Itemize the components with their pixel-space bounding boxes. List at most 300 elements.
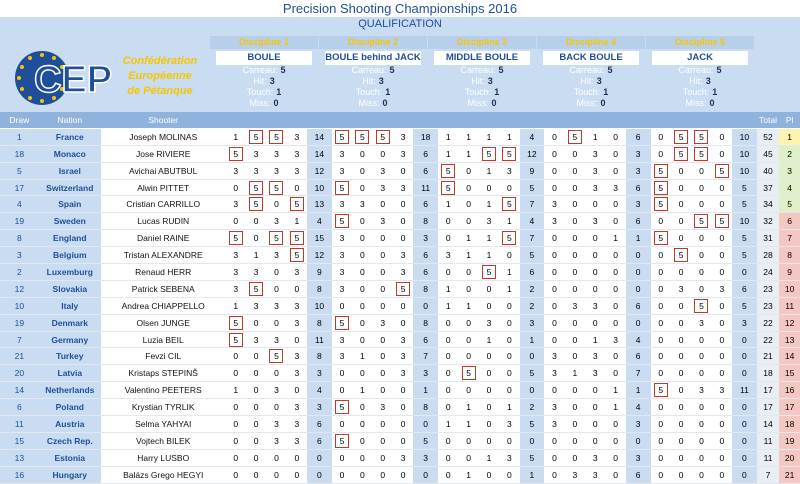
discipline-sum-cell: 11 [413,179,438,196]
carreau-mark: 5 [441,164,455,178]
score-cell: 0 [544,466,564,483]
points-label: Carreau: [569,65,605,75]
total-cell: 18 [757,365,780,382]
nation-cell: Estonia [39,449,101,466]
score-cell: 0 [691,247,711,264]
score-cell: 0 [479,432,499,449]
discipline-sum-cell: 3 [307,365,332,382]
carreau-mark: 5 [654,383,668,397]
score-cell: 0 [565,264,585,281]
carreau-mark: 5 [355,130,369,144]
carreau-mark: 5 [269,349,283,363]
score-cell [671,128,691,145]
score-cell: 0 [332,365,352,382]
carreau-mark: 5 [269,130,283,144]
score-cell: 0 [332,382,352,399]
discipline-sum-cell: 5 [520,449,545,466]
discipline-header [0,32,800,113]
score-cell: 0 [373,382,393,399]
score-cell: 0 [691,365,711,382]
discipline-sum-cell: 3 [626,416,651,433]
score-cell [266,128,286,145]
carreau-mark: 5 [376,130,390,144]
score-cell [565,128,585,145]
discipline-sum-cell: 10 [732,145,757,162]
discipline-sum-cell: 7 [626,365,651,382]
carreau-mark: 5 [694,299,708,313]
carreau-mark: 5 [249,282,263,296]
points-label: Miss: [576,98,598,108]
place-cell: 12 [779,314,800,331]
table-row [0,213,800,230]
discipline-sum-cell: 6 [626,179,651,196]
total-cell: 37 [757,179,780,196]
discipline-sum-cell: 12 [520,145,545,162]
points-label: Hit: [253,76,267,86]
discipline-sum-cell: 1 [413,382,438,399]
score-cell: 0 [585,247,605,264]
score-cell: 0 [651,280,671,297]
points-label: Touch: [246,87,274,97]
discipline-sum-cell: 5 [732,179,757,196]
score-cell: 3 [246,297,266,314]
score-cell: 0 [605,162,625,179]
score-cell: 0 [352,247,372,264]
score-cell: 0 [226,365,246,382]
discipline-name: BACK BOULE [543,51,639,65]
draw-cell: 12 [0,280,39,297]
shooter-cell: Vojtech BILEK [101,432,226,449]
score-cell: 3 [332,348,352,365]
score-cell: 0 [651,264,671,281]
carreau-mark: 5 [396,282,410,296]
carreau-mark: 5 [229,147,243,161]
score-cell [226,314,246,331]
score-cell: 0 [565,348,585,365]
discipline-sum-cell: 12 [307,162,332,179]
score-cell: 0 [373,432,393,449]
score-cell: 1 [226,297,246,314]
score-cell: 0 [544,247,564,264]
score-cell [691,145,711,162]
score-cell: 3 [393,247,413,264]
score-cell: 0 [287,280,307,297]
discipline-sum-cell: 10 [307,297,332,314]
score-cell: 3 [332,264,352,281]
points-value: 1 [385,87,391,97]
carreau-mark: 5 [249,181,263,195]
score-cell: 0 [458,348,478,365]
discipline-sum-cell: 6 [626,348,651,365]
discipline-sum-cell: 8 [413,280,438,297]
score-cell [651,179,671,196]
score-cell: 0 [544,297,564,314]
score-cell: 0 [287,331,307,348]
discipline-sum-cell: 3 [626,162,651,179]
score-cell: 1 [479,449,499,466]
score-cell: 3 [393,264,413,281]
score-cell [651,382,671,399]
score-cell: 0 [246,348,266,365]
table-row [0,399,800,416]
discipline-sum-cell: 0 [307,449,332,466]
score-cell: 1 [458,128,478,145]
score-cell: 0 [691,280,711,297]
score-cell: 3 [332,196,352,213]
discipline-sum-cell: 0 [413,416,438,433]
score-cell: 3 [585,449,605,466]
shooter-cell: Harry LUSBO [101,449,226,466]
carreau-mark: 5 [335,316,349,330]
score-cell: 3 [266,162,286,179]
score-cell: 0 [499,314,519,331]
score-cell: 0 [438,213,458,230]
score-cell: 3 [266,145,286,162]
score-cell: 0 [712,230,732,247]
score-cell: 1 [458,247,478,264]
score-cell: 0 [393,399,413,416]
score-cell: 1 [438,297,458,314]
score-cell: 1 [479,162,499,179]
score-cell: 0 [671,331,691,348]
score-cell: 3 [287,432,307,449]
score-cell: 0 [651,449,671,466]
score-cell: 0 [605,314,625,331]
score-cell: 1 [438,145,458,162]
score-cell: 3 [373,162,393,179]
discipline-sum-cell: 6 [413,331,438,348]
carreau-mark: 5 [229,231,243,245]
table-row [0,365,800,382]
draw-cell: 1 [0,128,39,145]
score-cell: 3 [691,314,711,331]
column-header-shooter: Shooter [101,112,226,128]
points-label: Touch: [573,87,601,97]
score-cell: 0 [393,466,413,483]
draw-cell: 21 [0,348,39,365]
score-cell: 1 [458,145,478,162]
score-cell: 0 [226,466,246,483]
discipline-sum-cell: 6 [307,432,332,449]
score-cell: 0 [671,314,691,331]
discipline-points-touch [319,87,427,98]
points-value: 0 [382,98,388,108]
draw-cell: 14 [0,382,39,399]
carreau-mark: 5 [229,333,243,347]
score-cell: 0 [287,466,307,483]
score-cell: 1 [605,230,625,247]
discipline-sum-cell: 5 [520,416,545,433]
score-cell: 0 [373,331,393,348]
score-cell: 0 [499,179,519,196]
score-cell: 0 [373,449,393,466]
draw-cell: 11 [0,416,39,433]
svg-text:CEP: CEP [34,59,113,101]
score-cell: 0 [691,162,711,179]
score-cell [226,331,246,348]
score-cell [438,179,458,196]
shooter-cell: Jose RIVIERE [101,145,226,162]
score-cell: 0 [544,331,564,348]
place-cell: 15 [779,365,800,382]
carreau-mark: 5 [335,130,349,144]
score-cell: 0 [712,179,732,196]
score-cell: 0 [373,264,393,281]
place-cell: 10 [779,280,800,297]
score-cell: 0 [458,331,478,348]
score-cell: 0 [352,314,372,331]
score-cell: 0 [352,264,372,281]
draw-cell: 10 [0,297,39,314]
draw-cell: 3 [0,247,39,264]
total-cell: 22 [757,314,780,331]
score-cell [499,230,519,247]
score-cell: 0 [671,365,691,382]
discipline-sum-cell: 0 [413,297,438,314]
discipline-sum-cell: 6 [413,264,438,281]
score-cell: 0 [544,382,564,399]
table-row [0,179,800,196]
discipline-title: Discipline 3 [428,36,536,49]
total-cell: 52 [757,128,780,145]
score-cell: 3 [266,416,286,433]
discipline-sum-cell: 1 [626,382,651,399]
score-cell: 0 [544,432,564,449]
discipline-sum-cell: 8 [307,314,332,331]
score-cell: 0 [499,348,519,365]
score-cell: 0 [479,365,499,382]
discipline-sum-cell: 3 [520,314,545,331]
score-cell [712,162,732,179]
total-cell: 7 [757,466,780,483]
score-cell: 0 [605,416,625,433]
score-cell: 0 [458,314,478,331]
place-cell: 6 [779,213,800,230]
score-cell: 0 [712,432,732,449]
table-row [0,247,800,264]
score-cell: 3 [544,399,564,416]
score-cell [226,145,246,162]
discipline-title: Discipline 4 [537,36,645,49]
shooter-cell: Luzia BEIL [101,331,226,348]
score-cell: 0 [266,399,286,416]
score-cell: 3 [393,449,413,466]
score-cell: 0 [651,331,671,348]
carreau-mark: 5 [269,231,283,245]
carreau-mark: 5 [568,130,582,144]
score-cell: 0 [373,416,393,433]
discipline-points-touch [646,87,754,98]
shooter-cell: Balázs Grego HEGYI [101,466,226,483]
points-label: Carreau: [460,65,496,75]
score-cell [266,230,286,247]
score-cell: 0 [246,432,266,449]
points-label: Hit: [471,76,485,86]
table-row [0,297,800,314]
score-cell [226,230,246,247]
score-cell: 1 [585,331,605,348]
score-cell: 1 [438,280,458,297]
discipline-sum-cell: 7 [413,348,438,365]
discipline-sum-cell: 5 [520,179,545,196]
score-cell: 0 [565,179,585,196]
nation-cell: Israel [39,162,101,179]
score-cell: 3 [544,416,564,433]
score-cell: 0 [565,162,585,179]
discipline-points-touch [428,87,536,98]
score-cell: 0 [605,466,625,483]
score-cell: 0 [479,179,499,196]
score-cell: 3 [605,179,625,196]
points-value: 1 [603,87,609,97]
total-cell: 11 [757,432,780,449]
score-cell: 3 [479,213,499,230]
score-cell: 0 [458,449,478,466]
score-cell: 0 [712,348,732,365]
nation-cell: Hungary [39,466,101,483]
score-cell: 3 [393,128,413,145]
score-cell: 0 [373,196,393,213]
discipline-block [210,36,318,110]
score-cell: 0 [544,264,564,281]
draw-cell: 5 [0,162,39,179]
score-cell: 1 [479,128,499,145]
place-cell: 1 [779,128,800,145]
score-cell: 0 [671,382,691,399]
score-cell: 0 [585,382,605,399]
carreau-mark: 5 [715,214,729,228]
discipline-sum-cell: 0 [520,432,545,449]
score-cell: 3 [287,314,307,331]
score-cell: 3 [393,179,413,196]
score-cell: 3 [373,213,393,230]
score-cell [332,213,352,230]
score-cell: 0 [373,466,393,483]
score-cell: 1 [246,247,266,264]
score-cell: 0 [651,432,671,449]
points-value: 0 [600,98,606,108]
score-cell: 1 [605,382,625,399]
section-subtitle: QUALIFICATION [0,17,800,32]
score-cell: 0 [605,128,625,145]
score-cell: 3 [479,314,499,331]
score-cell: 3 [287,162,307,179]
discipline-sum-cell: 0 [732,432,757,449]
score-cell: 0 [671,449,691,466]
score-cell [651,230,671,247]
discipline-sum-cell: 3 [626,449,651,466]
shooter-cell: Krystian TYRLIK [101,399,226,416]
score-cell: 0 [266,314,286,331]
table-header-row [0,112,800,128]
discipline-sum-cell: 6 [413,196,438,213]
svg-text:Européenne: Européenne [128,70,192,82]
discipline-points-carreau [210,65,318,76]
score-cell [671,247,691,264]
points-label: Carreau: [242,65,278,75]
score-cell: 0 [393,382,413,399]
discipline-sum-cell: 5 [520,365,545,382]
points-label: Miss: [249,98,271,108]
carreau-mark: 5 [249,197,263,211]
discipline-sum-cell: 14 [307,145,332,162]
score-cell: 3 [332,280,352,297]
score-cell: 0 [438,432,458,449]
score-cell [479,145,499,162]
discipline-sum-cell: 14 [307,128,332,145]
discipline-sum-cell: 6 [732,280,757,297]
points-value: 5 [280,65,286,75]
score-cell [246,280,266,297]
discipline-sum-cell: 6 [626,213,651,230]
carreau-mark: 5 [674,130,688,144]
discipline-sum-cell: 6 [413,247,438,264]
score-cell: 3 [438,247,458,264]
carreau-mark: 5 [715,164,729,178]
score-cell: 0 [479,280,499,297]
cep-logo [10,46,215,110]
nation-cell: Belgium [39,247,101,264]
discipline-sum-cell: 4 [626,399,651,416]
total-cell: 34 [757,196,780,213]
draw-cell: 17 [0,179,39,196]
draw-cell: 20 [0,365,39,382]
discipline-block [428,36,536,110]
score-cell [651,196,671,213]
score-cell: 1 [499,280,519,297]
score-cell: 0 [393,314,413,331]
score-cell: 0 [479,466,499,483]
score-cell [479,264,499,281]
score-cell: 0 [226,348,246,365]
discipline-sum-cell: 5 [732,230,757,247]
score-cell: 0 [544,280,564,297]
score-cell: 0 [287,179,307,196]
points-value: 3 [596,76,602,86]
shooter-cell: Selma YAHYAI [101,416,226,433]
draw-cell: 18 [0,145,39,162]
shooter-cell: Joseph MOLINAS [101,128,226,145]
nation-cell: Poland [39,399,101,416]
score-cell: 0 [565,280,585,297]
score-cell [266,179,286,196]
discipline-points-hit [319,76,427,87]
total-cell: 45 [757,145,780,162]
score-cell: 0 [671,230,691,247]
score-cell: 0 [499,297,519,314]
discipline-sum-cell: 12 [307,247,332,264]
score-cell: 0 [712,128,732,145]
draw-cell: 19 [0,213,39,230]
score-cell: 0 [565,399,585,416]
score-cell: 3 [585,348,605,365]
score-cell: 1 [499,128,519,145]
shooter-cell: Valentino PEETERS [101,382,226,399]
score-cell: 0 [458,196,478,213]
score-cell: 3 [287,297,307,314]
place-cell: 16 [779,382,800,399]
score-cell: 1 [458,466,478,483]
score-cell: 1 [499,264,519,281]
discipline-sum-cell: 5 [732,297,757,314]
discipline-sum-cell: 5 [413,432,438,449]
score-cell: 0 [393,162,413,179]
nation-cell: Switzerland [39,179,101,196]
score-cell: 0 [605,247,625,264]
carreau-mark: 5 [502,231,516,245]
table-row [0,314,800,331]
nation-cell: Italy [39,297,101,314]
